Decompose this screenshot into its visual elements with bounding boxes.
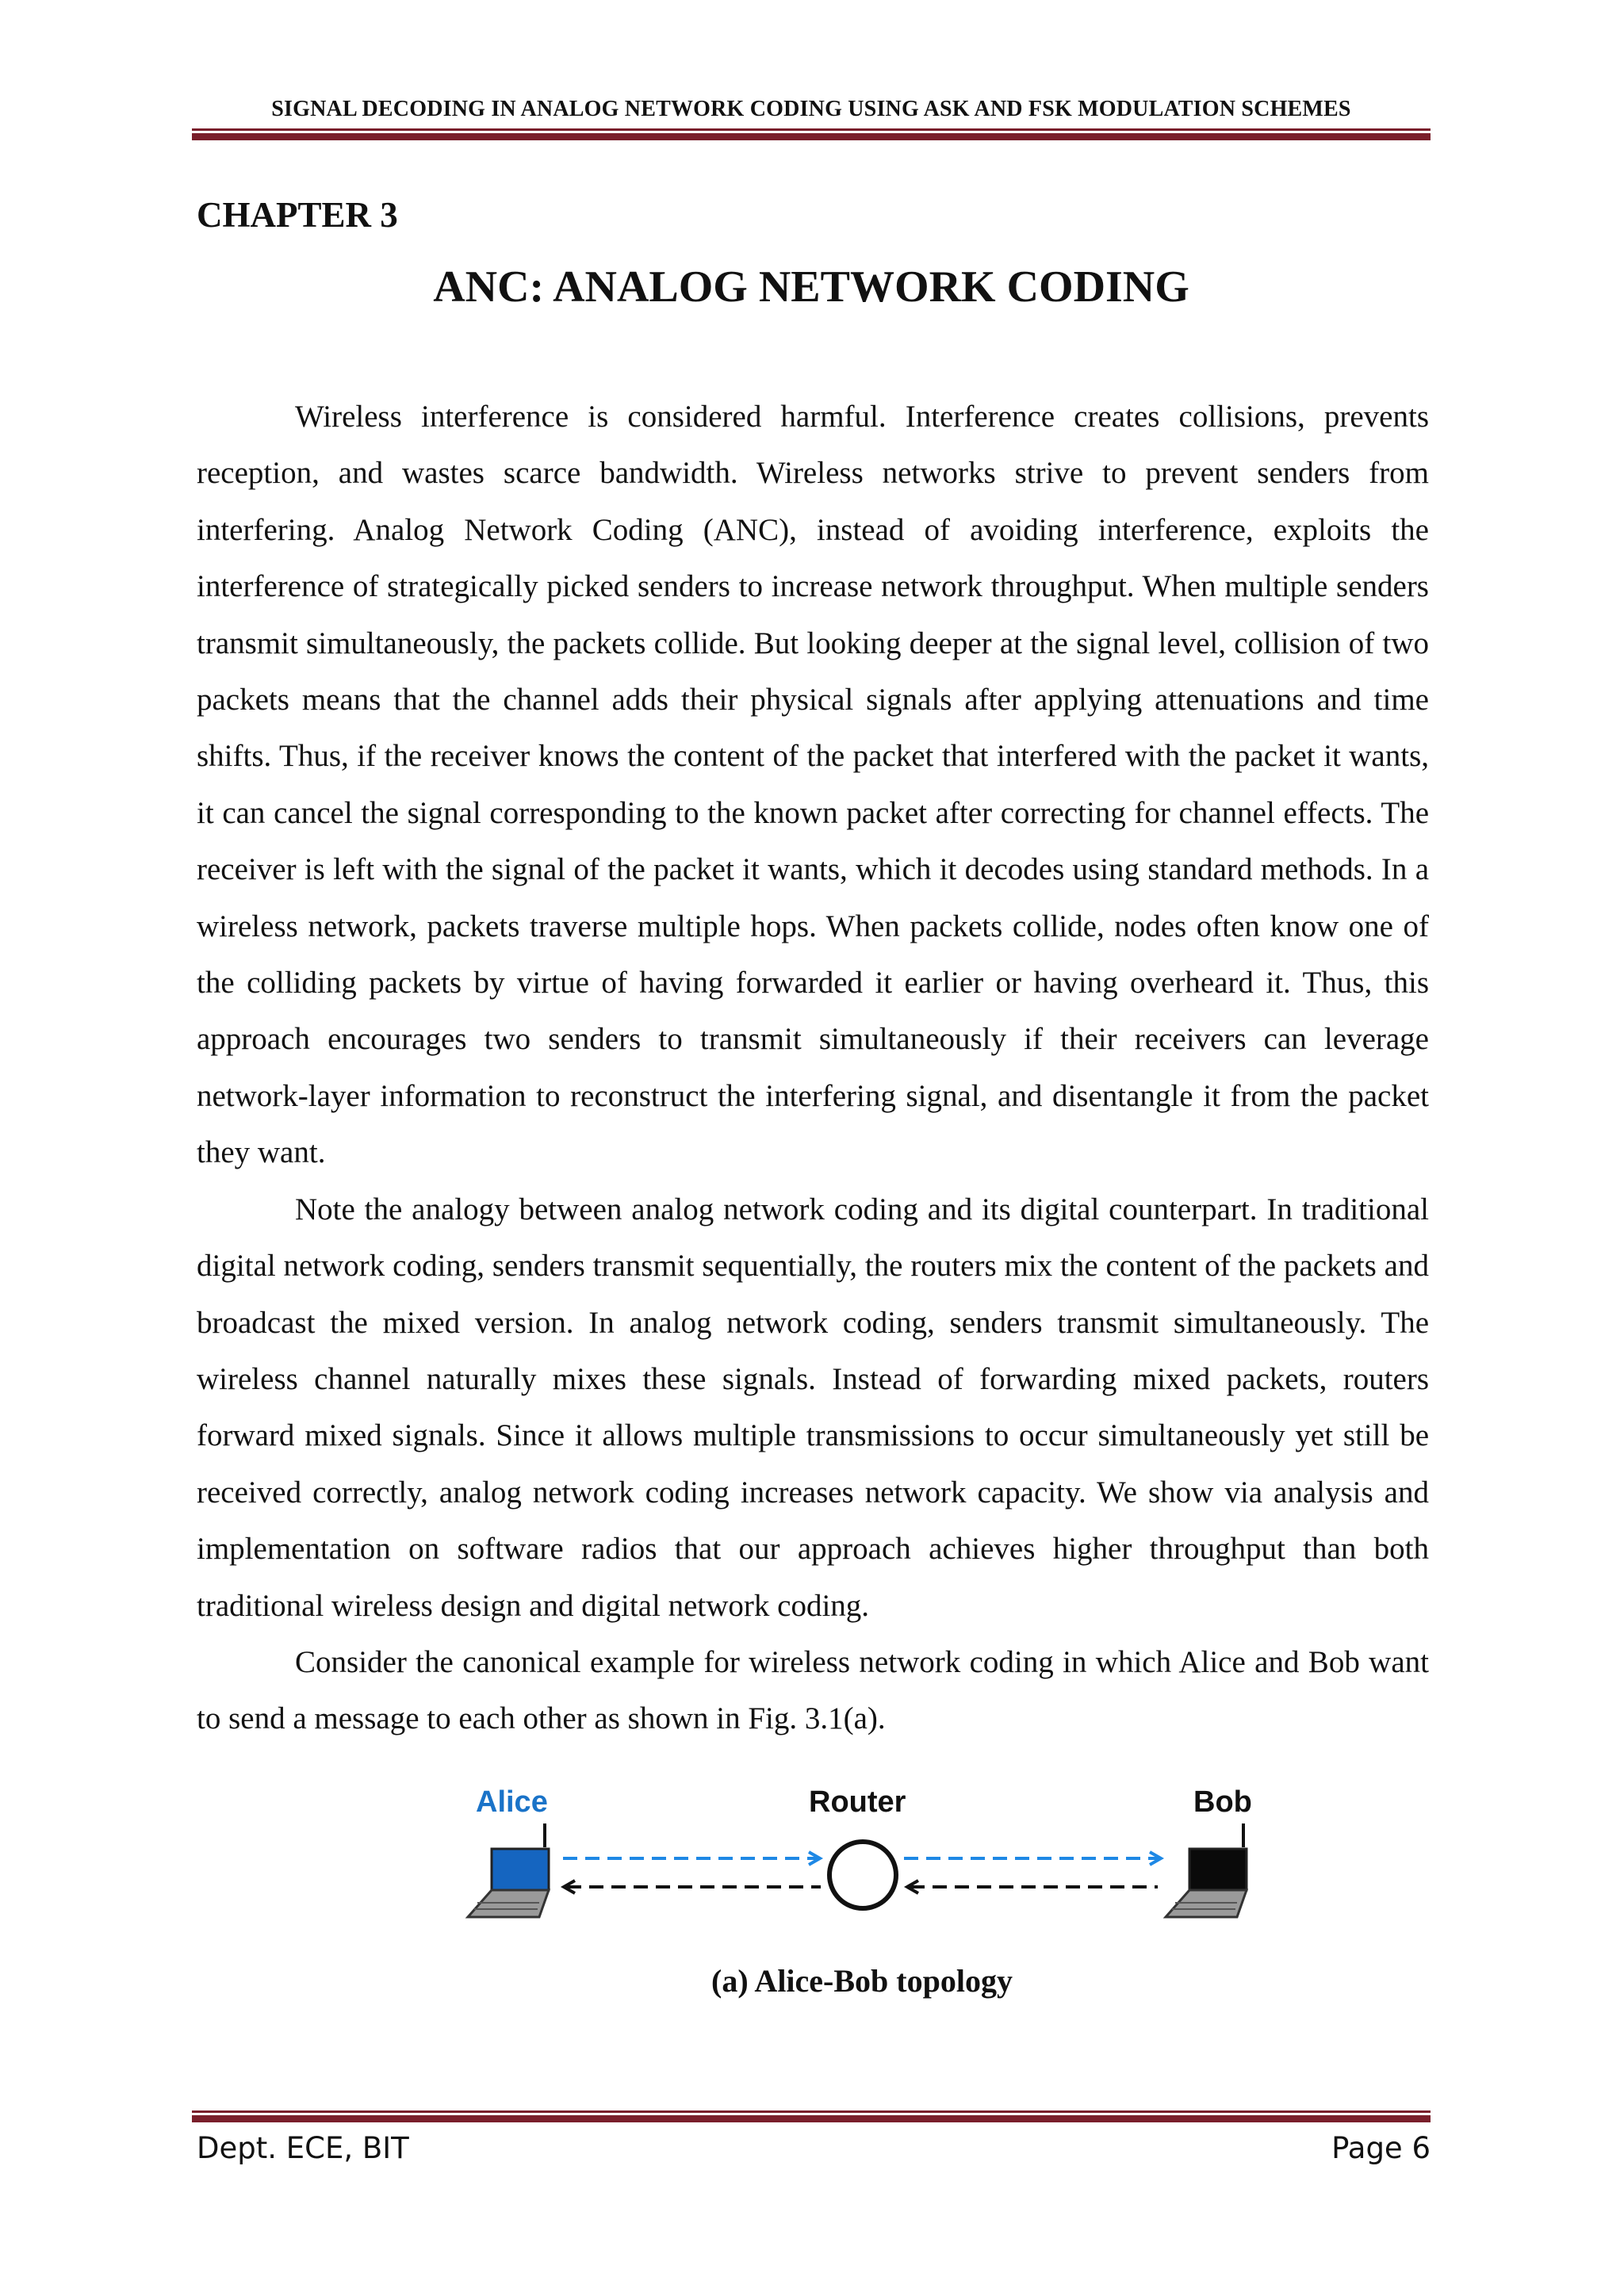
router-label: Router — [809, 1785, 906, 1819]
alice-to-router-arrow-icon — [563, 1852, 820, 1865]
bob-laptop-icon — [1166, 1823, 1247, 1917]
figure-caption: (a) Alice-Bob topology — [711, 1963, 1013, 1999]
chapter-label: CHAPTER 3 — [197, 195, 398, 235]
router-to-bob-arrow-icon — [904, 1852, 1161, 1865]
running-header: SIGNAL DECODING IN ANALOG NETWORK CODING USING ASK AND FSK MODULATION SCHEMES — [271, 97, 1351, 121]
alice-bob-topology-figure — [460, 1776, 1253, 1934]
footer-department: Dept. ECE, BIT — [197, 2131, 409, 2165]
body-text — [197, 388, 1429, 1747]
footer-rule — [192, 2110, 1431, 2122]
header-rule — [192, 128, 1431, 140]
alice-label: Alice — [476, 1785, 548, 1819]
router-to-alice-arrow-icon — [564, 1881, 821, 1893]
topology-diagram — [460, 1776, 1253, 1934]
chapter-title: ANC: ANALOG NETWORK CODING — [433, 262, 1189, 312]
bob-label: Bob — [1193, 1785, 1252, 1819]
page-number: Page 6 — [1331, 2131, 1431, 2165]
paragraph: Consider the canonical example for wireless network coding in which Alice and Bob want to send a message to each other as shown in Fig. 3.1(a). — [197, 1644, 1429, 1736]
router-node-icon — [829, 1842, 896, 1908]
paragraph: Note the analogy between analog network coding and its digital counterpart. In traditional digital network coding, senders transmit sequentially, the routers mix the content of the packets and broadcast the mixed version. In analog network coding, senders transmit simultaneously. The wireless channel naturally mixes these signals. Instead of forwarding mixed packets, routers forward mixed signals. Since it allows multiple transmissions to occur simultaneously yet still be received correctly, analog network coding increases network capacity. We show via analysis and implementation on software radios that our approach achieves higher throughput than both traditional wireless design and digital network coding. — [197, 1192, 1429, 1623]
paragraph: Wireless interference is considered harmful. Interference creates collisions, prevents reception, and wastes scarce bandwidth. Wireless networks strive to prevent senders from interfering. Analog Network Coding (ANC), instead of avoiding interference, exploits the interference of strategically picked senders to increase network throughput. When multiple senders transmit simultaneously, the packets collide. But looking deeper at the signal level, collision of two packets means that the channel adds their physical signals after applying attenuations and time shifts. Thus, if the receiver knows the content of the packet that interfered with the packet it wants, it can cancel the signal corresponding to the known packet after correcting for channel effects. The receiver is left with the signal of the packet it wants, which it decodes using standard methods. In a wireless network, packets traverse multiple hops. When packets collide, nodes often know one of the colliding packets by virtue of having forwarded it earlier or having overheard it. Thus, this approach encourages two senders to transmit simultaneously if their receivers can leverage network-layer information to reconstruct the interfering signal, and disentangle it from the packet they want. — [197, 400, 1429, 1170]
alice-laptop-icon — [468, 1823, 549, 1917]
bob-to-router-arrow-icon — [907, 1881, 1158, 1893]
